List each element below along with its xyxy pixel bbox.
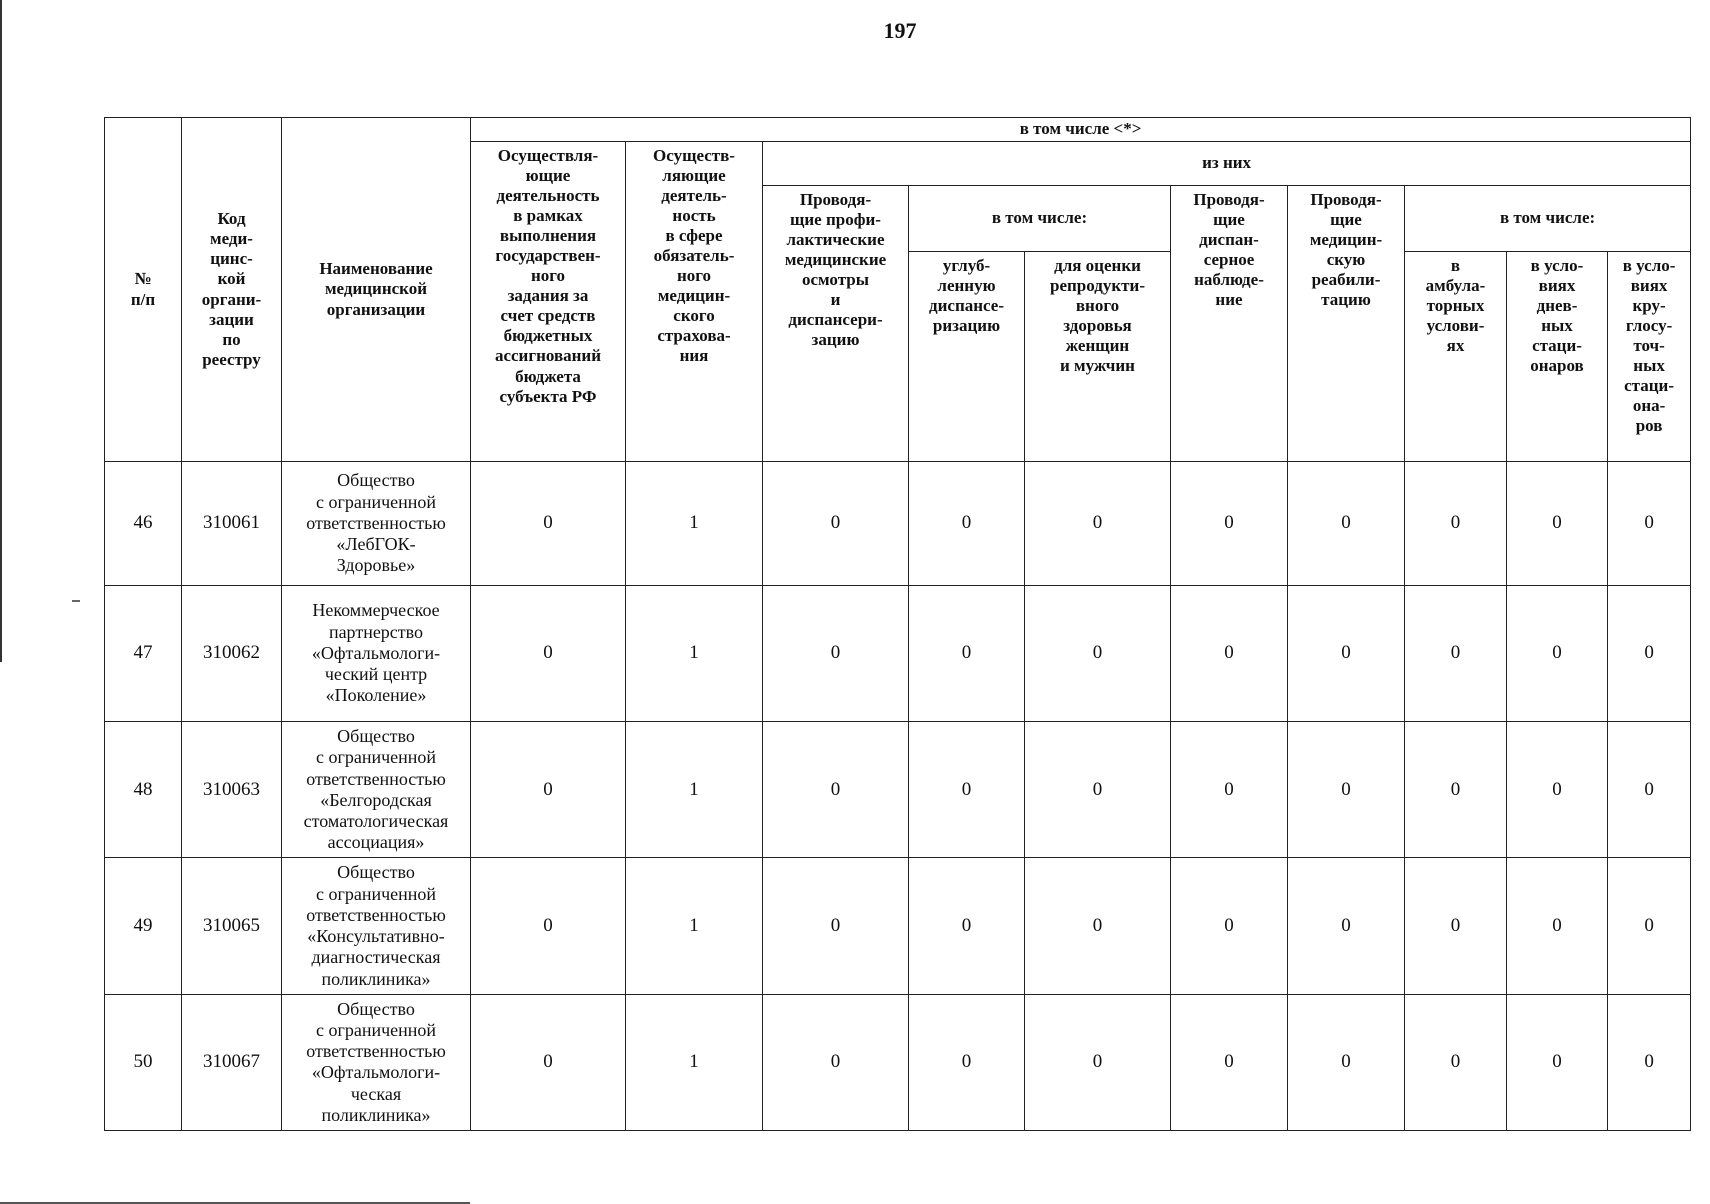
cell-num: 47 [105, 585, 182, 721]
cell-value: 0 [1608, 462, 1691, 586]
col-header-prophylactic: Проводя- щие профи- лактические медицинские осмотры и диспансери- зацию [763, 186, 909, 462]
cell-value: 0 [1288, 994, 1405, 1130]
cell-org-name: Общество с ограниченной ответственностью «Консультативно- диагностическая поликлиника» [282, 858, 471, 994]
cell-value: 0 [1171, 462, 1288, 586]
cell-value: 0 [1288, 585, 1405, 721]
table-row [105, 994, 1691, 1130]
cell-value: 1 [626, 462, 763, 586]
cell-value: 0 [1405, 994, 1507, 1130]
cell-value: 0 [1171, 585, 1288, 721]
cell-num: 49 [105, 858, 182, 994]
table-row [105, 722, 1691, 858]
cell-code: 310065 [182, 858, 282, 994]
cell-value: 0 [1507, 722, 1608, 858]
cell-code: 310067 [182, 994, 282, 1130]
col-group-including-1: в том числе: [909, 186, 1171, 252]
col-header-round-the-clock: в усло- виях кру- глосу- точ- ных стаци- она- ров [1608, 252, 1691, 462]
cell-value: 1 [626, 722, 763, 858]
col-header-code: Код меди- цинс- кой органи- зации по реестру [182, 118, 282, 462]
cell-value: 0 [471, 994, 626, 1130]
col-header-deep-dispensarization: углуб- ленную диспансе- ризацию [909, 252, 1025, 462]
cell-value: 0 [1608, 722, 1691, 858]
cell-value: 0 [1025, 722, 1171, 858]
cell-value: 0 [1608, 585, 1691, 721]
cell-value: 0 [763, 462, 909, 586]
cell-value: 0 [1608, 994, 1691, 1130]
cell-value: 0 [1025, 462, 1171, 586]
cell-num: 50 [105, 994, 182, 1130]
cell-value: 0 [763, 722, 909, 858]
cell-value: 0 [909, 994, 1025, 1130]
cell-value: 0 [1288, 462, 1405, 586]
col-header-state-task: Осуществля- ющие деятельность в рамках выполнения государствен- ного задания за счет средств бюджетных ассигнований бюджета субъекта РФ [471, 142, 626, 462]
cell-value: 0 [763, 858, 909, 994]
table-row [105, 585, 1691, 721]
cell-code: 310063 [182, 722, 282, 858]
col-header-reproductive-health: для оценки репродукти- вного здоровья женщин и мужчин [1025, 252, 1171, 462]
table-row [105, 858, 1691, 994]
cell-num: 48 [105, 722, 182, 858]
cell-value: 0 [1288, 858, 1405, 994]
cell-org-name: Общество с ограниченной ответственностью «Белгородская стоматологическая ассоциация» [282, 722, 471, 858]
cell-value: 0 [909, 462, 1025, 586]
col-group-of-them: из них [763, 142, 1691, 186]
cell-value: 0 [471, 585, 626, 721]
cell-value: 0 [1405, 722, 1507, 858]
registry-table [104, 117, 1691, 1131]
cell-value: 1 [626, 858, 763, 994]
cell-value: 0 [1288, 722, 1405, 858]
page-number: 197 [883, 18, 917, 43]
cell-value: 0 [1405, 462, 1507, 586]
col-header-name: Наименование медицинской организации [282, 118, 471, 462]
cell-value: 0 [909, 585, 1025, 721]
cell-value: 1 [626, 994, 763, 1130]
cell-value: 0 [1025, 585, 1171, 721]
cell-value: 0 [1507, 462, 1608, 586]
cell-value: 1 [626, 585, 763, 721]
cell-code: 310061 [182, 462, 282, 586]
cell-value: 0 [1405, 585, 1507, 721]
table-row [105, 462, 1691, 586]
col-header-num: № п/п [105, 118, 182, 462]
table-header [105, 118, 1691, 462]
cell-value: 0 [1171, 858, 1288, 994]
cell-code: 310062 [182, 585, 282, 721]
cell-value: 0 [1507, 994, 1608, 1130]
left-margin-rule [0, 0, 2, 662]
cell-value: 0 [471, 722, 626, 858]
cell-value: 0 [471, 858, 626, 994]
col-header-day-hospital: в усло- виях днев- ных стаци- онаров [1507, 252, 1608, 462]
cell-value: 0 [1507, 858, 1608, 994]
cell-org-name: Общество с ограниченной ответственностью «ЛебГОК- Здоровье» [282, 462, 471, 586]
cell-value: 0 [909, 722, 1025, 858]
cell-value: 0 [763, 994, 909, 1130]
col-header-ambulatory: в амбула- торных услови- ях [1405, 252, 1507, 462]
col-header-rehabilitation: Проводя- щие медицин- скую реабили- тацию [1288, 186, 1405, 462]
cell-value: 0 [763, 585, 909, 721]
cell-value: 0 [1025, 858, 1171, 994]
table-body [105, 462, 1691, 1131]
cell-value: 0 [1171, 994, 1288, 1130]
cell-value: 0 [1025, 994, 1171, 1130]
col-group-including: в том числе <*> [471, 118, 1691, 142]
cell-value: 0 [471, 462, 626, 586]
cell-num: 46 [105, 462, 182, 586]
cell-value: 0 [1608, 858, 1691, 994]
cell-value: 0 [909, 858, 1025, 994]
cell-value: 0 [1507, 585, 1608, 721]
margin-mark [72, 600, 80, 602]
cell-org-name: Общество с ограниченной ответственностью «Офтальмологи- ческая поликлиника» [282, 994, 471, 1130]
col-header-dispensary: Проводя- щие диспан- серное наблюде- ние [1171, 186, 1288, 462]
cell-value: 0 [1405, 858, 1507, 994]
cell-org-name: Некоммерческое партнерство «Офтальмологи- ческий центр «Поколение» [282, 585, 471, 721]
cell-value: 0 [1171, 722, 1288, 858]
col-header-oms: Осуществ- ляющие деятель- ность в сфере обязатель- ного медицин- ского страхова- ния [626, 142, 763, 462]
col-group-including-2: в том числе: [1405, 186, 1691, 252]
